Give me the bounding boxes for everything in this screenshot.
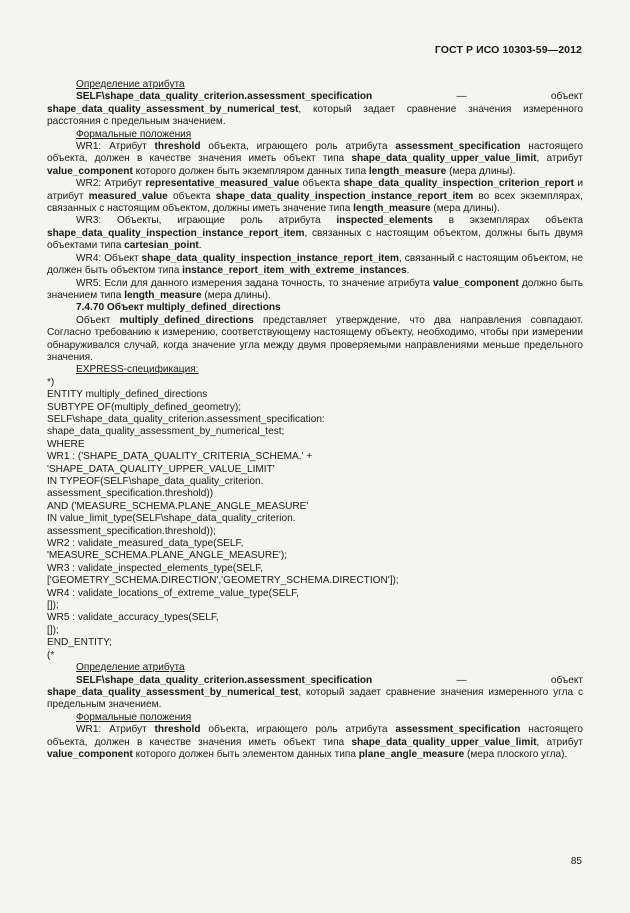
section-intro: Объект multiply_defined_directions представляет утверждение, что два направления совпадают. Согласно требованию к измерению, соответствующему настоящему объекту, необходимо, чтобы при измерении обнаруживался случай, когда значение угла между двумя проверяемыми направлениями меньше предельного значения. [47,314,583,363]
rule-wr3: WR3: Объекты, играющие роль атрибута inspected_elements в экземплярах объекта shape_data_quality_inspection_instance_report_item, связанных с настоящим объектом, должны быть двумя объектами типа cartesian_point. [47,215,583,252]
rule-wr1: WR1: Атрибут threshold объекта, играющего роль атрибута assessment_specification настоящего объекта, должен в качестве значения иметь объект типа shape_data_quality_upper_value_limit, атрибут value_component которого должен быть элементом данных типа plane_angle_measure (мера плоского угла). [47,724,584,760]
page-number: 85 [570,856,582,867]
formal-propositions-heading: Формальные положения [76,711,192,723]
formal-propositions-heading: Формальные положения [76,128,192,140]
rule-wr4: WR4: Объект shape_data_quality_inspection_instance_report_item, связанный с настоящим объектом, не должен быть объектом типа instance_report_item_with_extreme_instances. [47,252,583,277]
rule-wr1: WR1: Атрибут threshold объекта, играющего роль атрибута assessment_specification настоящего объекта, должен в качестве значения иметь объект типа shape_data_quality_upper_value_limit, атрибут value_component которого должен быть экземпляром данных типа length_measure (мера длины). [47,141,584,177]
section-heading: 7.4.70 Объект multiply_defined_directions [76,302,281,314]
page-header: ГОСТ Р ИСО 10303-59—2012 [434,44,582,56]
attribute-definition-heading: Определение атрибута [76,79,185,90]
page-body [47,79,583,761]
attribute-definition-heading: Определение атрибута [76,662,185,674]
attribute-definition-text: SELF\shape_data_quality_criterion.assessment_specification — объект shape_data_quality_assessment_by_numerical_test, который задает сравнение значения измеренного расстояния с предельным значением. [47,91,583,128]
express-code-block: *) ENTITY multiply_defined_directions SUBTYPE OF(multiply_defined_geometry); SELF\shape_data_quality_criterion.assessment_specification: shape_data_quality_assessment_by_numerical_test; WHERE WR1 : ('SHAPE_DATA_QUALITY_CRITERIA_SCHEMA.' + 'SHAPE_DATA_QUALITY_UPPER_VALUE_LIMIT' IN TYPEOF(SELF\shape_data_quality_criterion. assessment_specification.threshold)) AND ('MEASURE_SCHEMA.PLANE_ANGLE_MEASURE' IN value_limit_type(SELF\shape_data_quality_criterion. assessment_specification.threshold)); WR2 : validate_measured_data_type(SELF, 'MEASURE_SCHEMA.PLANE_ANGLE_MEASURE'); WR3 : validate_inspected_elements_type(SELF, ['GEOMETRY_SCHEMA.DIRECTION','GEOMETRY_SCHEMA.DIRECTION']); WR4 : validate_locations_of_extreme_value_type(SELF, []); WR5 : validate_accuracy_types(SELF, []); END_ENTITY; (* [47,376,399,661]
rule-wr5: WR5: Если для данного измерения задана точность, то значение атрибута value_component должно быть значением типа length_measure (мера длины). [47,277,583,301]
attribute-definition-text: SELF\shape_data_quality_criterion.assessment_specification — объект shape_data_quality_assessment_by_numerical_test, который задает сравнение значения измеренного угла с предельным значением. [47,674,583,711]
express-spec-heading: EXPRESS-спецификация: [76,364,199,376]
rule-wr2: WR2: Атрибут representative_measured_value объекта shape_data_quality_inspection_criterion_report и атрибут measured_value объекта shape_data_quality_inspection_instance_report_item во всех экземплярах, связанных с настоящим объектом, должны иметь значение типа length_measure (мера длины). [47,178,583,215]
